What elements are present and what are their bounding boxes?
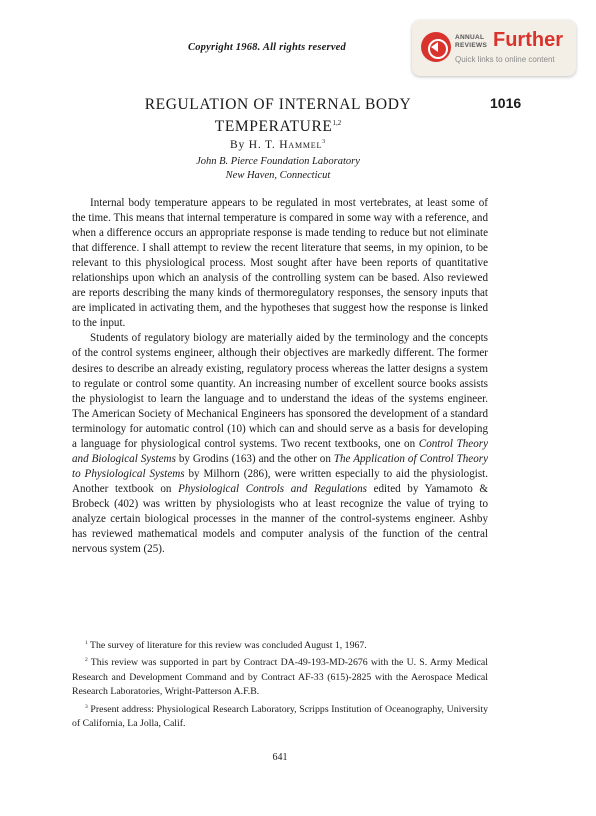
badge-line-annual: ANNUAL [455,34,485,41]
affiliation-line-1: John B. Pierce Foundation Laboratory [196,156,360,167]
footnote-3-text: Present address: Physiological Research Laboratory, Scripps Institution of Oceanography, University of California, La Jolla, Calif. [72,703,489,730]
badge-tagline: Quick links to online content [455,55,555,64]
paragraph-2-text-a: Students of regulatory biology are materially aided by the terminology and the concepts of the control systems engineer, although their objectives are markedly different. The former desires to describe an already existing, regulatory process whereas the latter designs a system to regulate or control some quantity. An increasing number of excellent source books assists the physiologist to learn the language and to understand the ideas of the systems engineer. The American Society of Mechanical Engineers has sponsored the development of a standard terminology for automatic control (10) which can and should serve as a basis for developing a language for physiological control systems. Two recent textbooks, one on [72,332,488,450]
paragraph-2-text-g: edited by Yamamoto & Brobeck (402) was written by physiologists who at least recognize the value of trying to analyze certain biological processes in the manner of the control-systems engineer. Ashby has reviewed mathematical models and computer analysis of the function of the central nervous system (25). [72,482,488,556]
article-title [72,96,484,136]
paragraph-1: Internal body temperature appears to be regulated in most vertebrates, at least some of the time. This means that internal temperature is compared in some way with a reference, and when a difference occurs an appropriate response is made tending to reduce but not eliminate that difference. I shall attempt to review the recent literature that seems, in my opinion, to be relevant to this physiological process. Most sought after have been reports of quantitative relationships upon which an analysis of the controlling system can be based. Also reviewed are reports describing the many kinds of thermoregulatory responses, the sensory inputs that are implicated in activating them, and the hypotheses that suggest how the response is linked to the input. [72,197,488,330]
footnote-3-mark: 3 [85,703,88,710]
affiliation-line-2: New Haven, Connecticut [225,170,331,181]
footnote-1-text: The survey of literature for this review was concluded August 1, 1967. [90,640,367,651]
paragraph-2-text-e: by Milhorn (286), were written especially to aid the physiologist. Another textbook on [72,467,488,495]
title-line-2-text: TEMPERATURE [214,118,333,135]
book-title-milhorn: The Application of Control Theory to Physiological Systems [72,452,489,480]
badge-line-reviews: REVIEWS [455,42,488,49]
title-line-2 [72,114,484,136]
footnote-2 [72,653,488,699]
paragraph-2-text-c: by Grodins (163) and the other on [175,452,334,465]
footnote-3 [72,700,488,732]
author-name: H. T. Hammel [248,139,323,151]
page-number: 641 [272,752,288,763]
footnotes [72,636,488,731]
badge-brand: Further [493,29,563,51]
annual-reviews-further-badge[interactable] [412,20,576,76]
footnote-2-text: This review was supported in part by Contract DA-49-193-MD-2676 with the U. S. Army Medical Research and Development Command and by Contract AF-33 (615)-2825 with the Aerospace Medical Research Laboratories, Wright-Patterson A.F.B. [72,657,488,698]
author-footnote-mark: 3 [322,139,326,145]
book-title-yamamoto: Physiological Controls and Regulations [178,482,367,495]
footnote-2-mark: 2 [85,657,88,664]
footnote-1-mark: 1 [85,640,88,646]
author-byline [72,139,484,151]
byline-prefix: By [230,139,246,151]
title-footnote-marks: 1,2 [332,119,342,127]
copyright-notice: Copyright 1968. All rights reserved [188,42,346,53]
paragraph-2 [72,331,488,557]
article-body [72,196,488,557]
page-id: 1016 [490,95,522,111]
footnote-1 [72,636,488,653]
title-line-1: REGULATION OF INTERNAL BODY [144,96,412,113]
annual-reviews-logo-icon [421,32,451,62]
book-title-grodins: Control Theory and Biological Systems [72,437,488,465]
